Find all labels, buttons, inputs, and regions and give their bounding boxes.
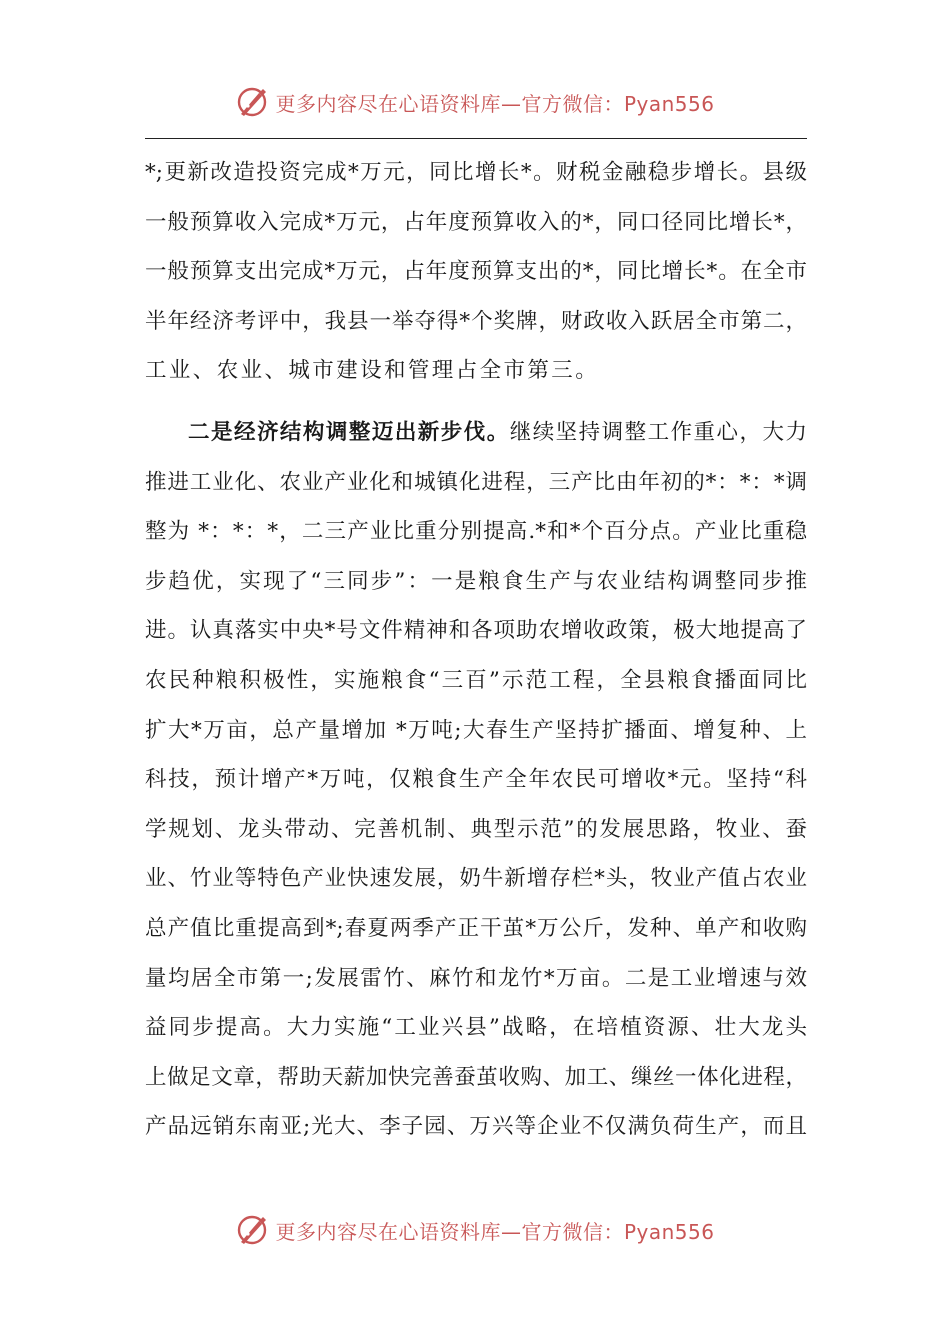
header-divider (145, 138, 807, 139)
text-line: 半年经济考评中，我县一举夺得*个奖牌，财政收入跃居全市第二， (145, 308, 807, 334)
text-line: 进。认真落实中央*号文件精神和各项助农增收政策，极大地提高了 (145, 618, 807, 644)
text-line: 推进工业化、农业产业化和城镇化进程，三产比由年初的*：*：*调 (145, 469, 807, 495)
header-banner-text: 更多内容尽在心语资料库—官方微信：Pyan556 (275, 91, 715, 116)
text-line: 整为 *：*：*，二三产业比重分别提高.*和*个百分点。产业比重稳 (145, 519, 807, 545)
paragraph-heading-line (145, 408, 807, 458)
text-line: 业、竹业等特色产业快速发展，奶牛新增存栏*头，牧业产值占农业 (145, 866, 807, 892)
text-line: 工业、农业、城市建设和管理占全市第三。 (145, 358, 600, 384)
text-line: 科技，预计增产*万吨，仅粮食生产全年农民可增收*元。坚持“科 (145, 767, 807, 793)
paragraph-heading: 二是经济结构调整迈出新步伐。 (188, 419, 510, 445)
text-line: 总产值比重提高到*;春夏两季产正干茧*万公斤，发种、单产和收购 (145, 915, 807, 941)
text-line: 一般预算收入完成*万元，占年度预算收入的*，同口径同比增长*， (145, 209, 807, 235)
footer-banner (0, 1210, 950, 1250)
document-body (145, 148, 807, 1152)
footer-banner-text: 更多内容尽在心语资料库—官方微信：Pyan556 (275, 1219, 715, 1244)
text-line: 益同步提高。大力实施“工业兴县”战略，在培植资源、壮大龙头 (145, 1015, 807, 1041)
text-line-rest: 继续坚持调整工作重心，大力 (509, 419, 807, 445)
text-line: 学规划、龙头带动、完善机制、典型示范”的发展思路，牧业、蚕 (145, 816, 807, 842)
pen-logo-icon (235, 1213, 269, 1247)
header-banner (0, 82, 950, 122)
text-line: 农民种粮积极性，实施粮食“三百”示范工程，全县粮食播面同比 (145, 667, 807, 693)
text-line: 产品远销东南亚;光大、李子园、万兴等企业不仅满负荷生产，而且 (145, 1114, 807, 1140)
text-line: *;更新改造投资完成*万元，同比增长*。财税金融稳步增长。县级 (145, 160, 807, 185)
pen-logo-icon (235, 85, 269, 119)
paragraph-gap (145, 396, 807, 408)
text-line: 上做足文章，帮助天薪加快完善蚕茧收购、加工、缫丝一体化进程， (145, 1064, 807, 1090)
text-line: 一般预算支出完成*万元，占年度预算支出的*，同比增长*。在全市 (145, 259, 807, 285)
text-line: 量均居全市第一;发展雷竹、麻竹和龙竹*万亩。二是工业增速与效 (145, 965, 807, 991)
text-line: 步趋优，实现了“三同步”：一是粮食生产与农业结构调整同步推 (145, 568, 807, 594)
text-line: 扩大*万亩，总产量增加 *万吨;大春生产坚持扩播面、增复种、上 (145, 717, 807, 743)
